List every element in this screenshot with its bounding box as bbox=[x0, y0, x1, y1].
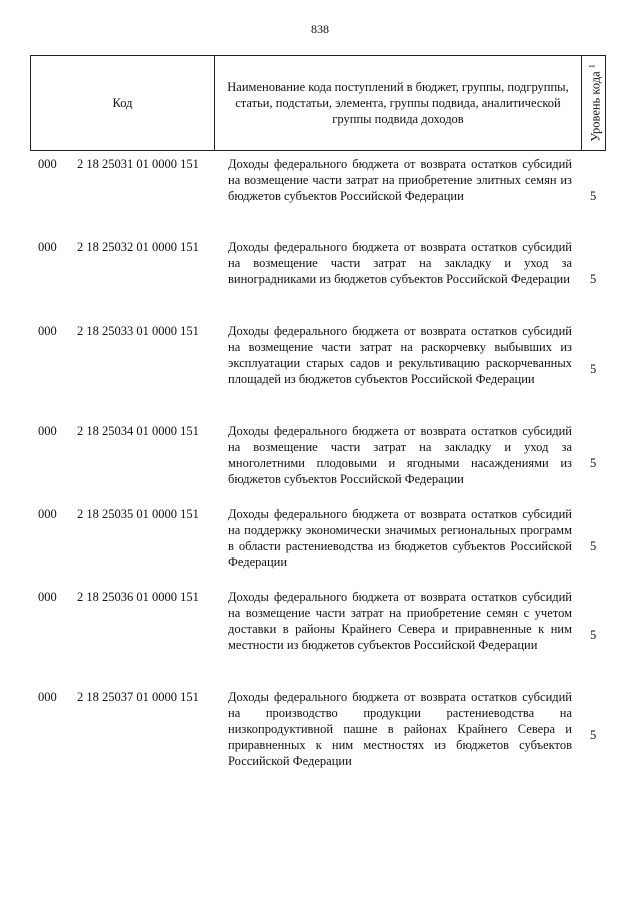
income-code: 2 18 25033 01 0000 151 bbox=[77, 324, 199, 338]
income-code: 2 18 25037 01 0000 151 bbox=[77, 690, 199, 704]
code-level: 5 bbox=[590, 189, 597, 203]
income-name: Доходы федерального бюджета от возврата остатков субсидий на возмещение части затрат на закладку и уход за виноградниками из бюджетов субъектов Российской Федерации bbox=[228, 240, 572, 286]
admin-code: 000 bbox=[38, 157, 57, 171]
table-body bbox=[30, 156, 606, 789]
header-level-footnote: 1 bbox=[586, 64, 596, 69]
admin-code: 000 bbox=[38, 590, 57, 604]
header-name: Наименование кода поступлений в бюджет, группы, подгруппы, статьи, подстатьи, элемента, группы подвида, аналитической группы подвида доходов bbox=[215, 56, 582, 150]
admin-code: 000 bbox=[38, 690, 57, 704]
code-level: 5 bbox=[590, 456, 597, 470]
income-name: Доходы федерального бюджета от возврата остатков субсидий на возмещение части затрат на приобретение элитных семян из бюджетов субъектов Российской Федерации bbox=[228, 157, 572, 203]
table-row bbox=[30, 423, 606, 506]
income-name: Доходы федерального бюджета от возврата остатков субсидий на поддержку экономически значимых региональных программ в области растениеводства из бюджетов субъектов Российской Федерации bbox=[228, 507, 572, 569]
header-level-label: Уровень кода bbox=[588, 71, 603, 142]
code-level: 5 bbox=[590, 539, 597, 553]
header-level bbox=[584, 64, 603, 142]
header-code: Код bbox=[31, 56, 215, 150]
code-level: 5 bbox=[590, 728, 597, 742]
table-row bbox=[30, 323, 606, 423]
income-name: Доходы федерального бюджета от возврата остатков субсидий на возмещение части затрат на раскорчевку выбывших из эксплуатации старых садов и рекультивацию раскорчеванных площадей из бюджетов субъектов Российской Федерации bbox=[228, 324, 572, 386]
table-header bbox=[30, 55, 606, 151]
code-level: 5 bbox=[590, 272, 597, 286]
income-name: Доходы федерального бюджета от возврата остатков субсидий на производство продукции растениеводства на низкопродуктивной пашне в районах Крайнего Севера и приравненных к ним местностях из бюджетов субъектов Российской Федерации bbox=[228, 690, 572, 768]
code-level: 5 bbox=[590, 362, 597, 376]
admin-code: 000 bbox=[38, 324, 57, 338]
table-row bbox=[30, 506, 606, 589]
income-code: 2 18 25035 01 0000 151 bbox=[77, 507, 199, 521]
admin-code: 000 bbox=[38, 507, 57, 521]
table-row bbox=[30, 156, 606, 239]
table-row bbox=[30, 589, 606, 689]
income-code: 2 18 25034 01 0000 151 bbox=[77, 424, 199, 438]
page-number: 838 bbox=[311, 22, 329, 36]
table-row bbox=[30, 239, 606, 323]
code-level: 5 bbox=[590, 628, 597, 642]
income-code: 2 18 25036 01 0000 151 bbox=[77, 590, 199, 604]
income-name: Доходы федерального бюджета от возврата остатков субсидий на возмещение части затрат на приобретение семян с учетом доставки в районы Крайнего Севера и приравненные к ним местности из бюджетов субъектов Российской Федерации bbox=[228, 590, 572, 652]
income-name: Доходы федерального бюджета от возврата остатков субсидий на возмещение части затрат на закладку и уход за многолетними плодовыми и ягодными насаждениями из бюджетов субъектов Российской Федерации bbox=[228, 424, 572, 486]
admin-code: 000 bbox=[38, 240, 57, 254]
header-level-cell bbox=[582, 56, 605, 150]
table-row bbox=[30, 689, 606, 789]
income-code: 2 18 25031 01 0000 151 bbox=[77, 157, 199, 171]
income-code: 2 18 25032 01 0000 151 bbox=[77, 240, 199, 254]
admin-code: 000 bbox=[38, 424, 57, 438]
